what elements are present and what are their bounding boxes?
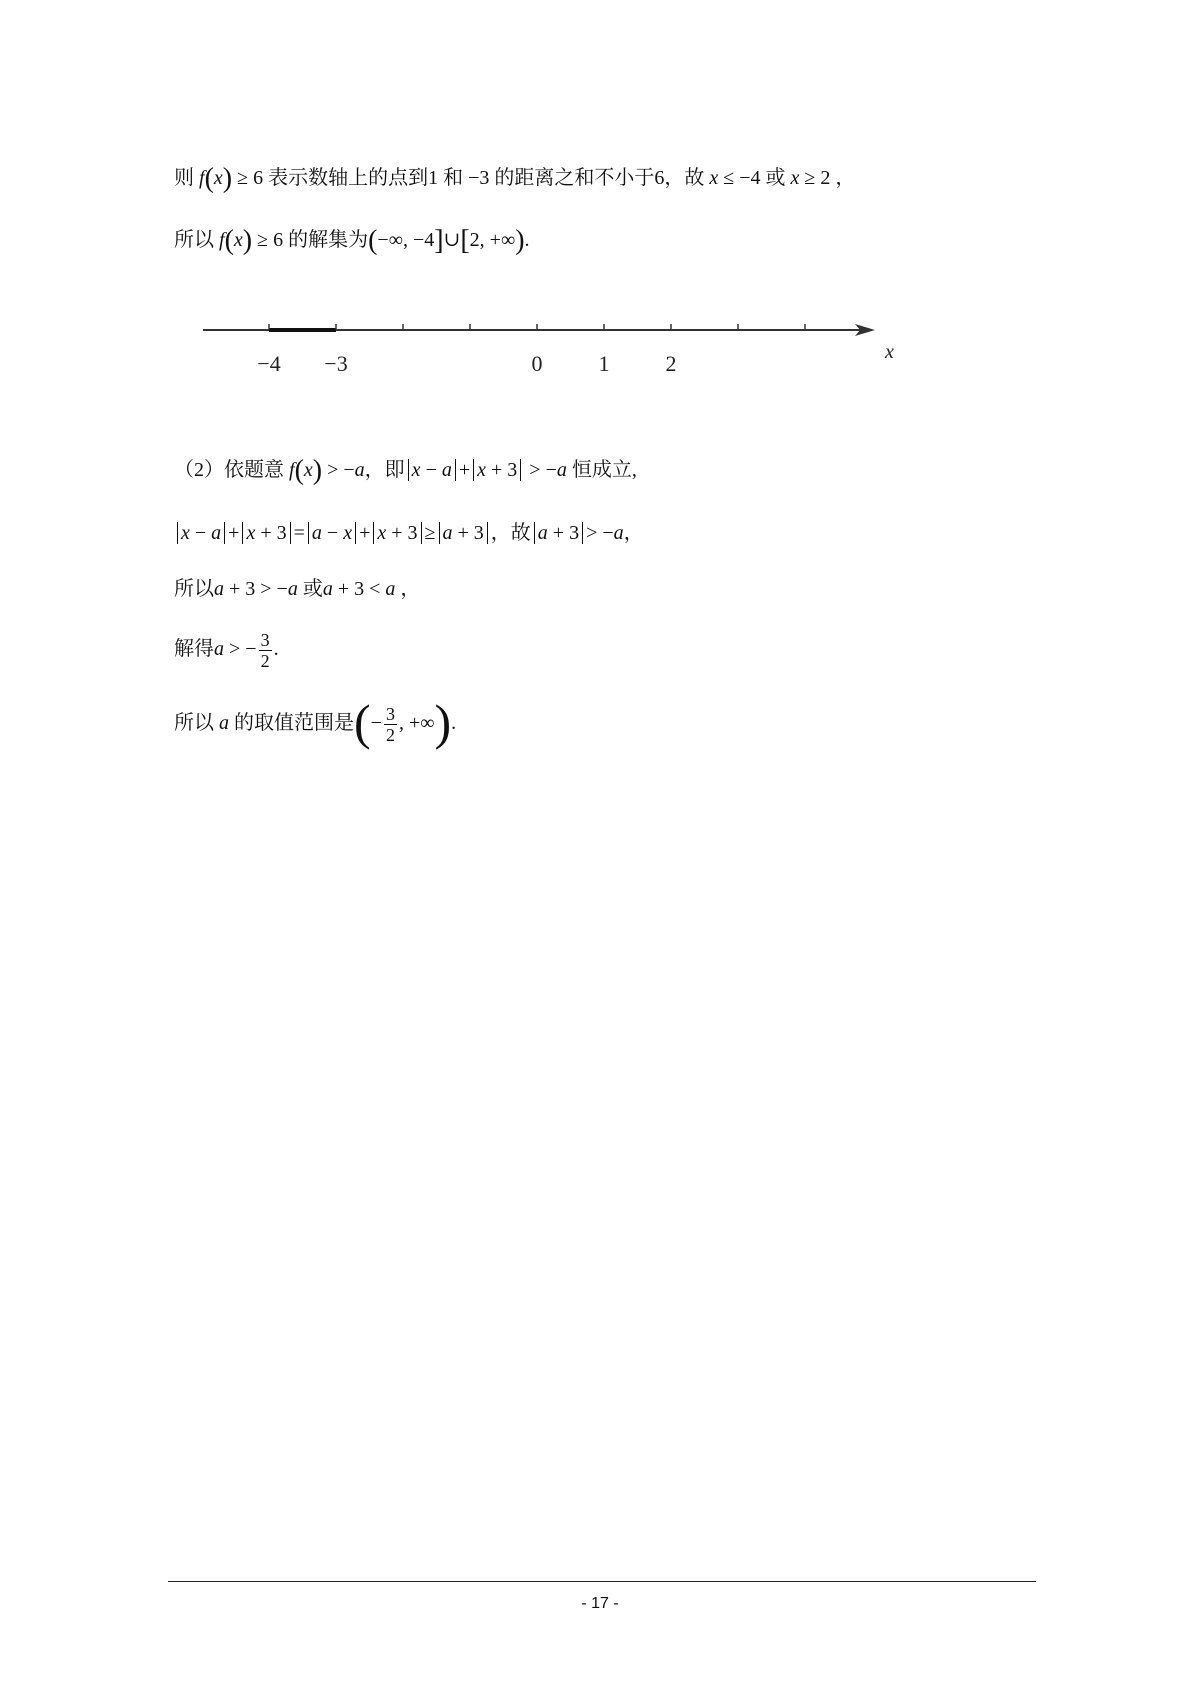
footer-divider bbox=[168, 1581, 1036, 1582]
axis-label-x: x bbox=[885, 341, 894, 363]
text-line-2: 所以 f(x) ≥ 6 的解集为(−∞, −4]∪[2, +∞). bbox=[174, 225, 530, 256]
number-line-figure bbox=[195, 310, 895, 390]
page-number: - 17 - bbox=[581, 1595, 619, 1612]
tick-label: 1 bbox=[598, 351, 610, 376]
text-line-5: 所以a + 3 > −a 或a + 3 < a ， bbox=[174, 578, 421, 600]
math-fx: f bbox=[199, 167, 205, 189]
tick-label: 2 bbox=[665, 351, 677, 376]
text-line-6: 解得a > − $\frac{3}{2}$ . bbox=[174, 629, 279, 671]
text-line-3: （2）依题意 f(x) > −a，即 x − a + x + 3 > −a 恒成立, bbox=[174, 455, 637, 486]
tick-label: −3 bbox=[324, 351, 348, 376]
text-line-7: 所以 a 的取值范围是(− $\frac{3}{2}$ , +∞). bbox=[174, 694, 457, 750]
tick-label: −4 bbox=[257, 351, 281, 376]
text-line-1: 则 f(x) ≥ 6 表示数轴上的点到1 和 −3 的距离之和不小于6，故 x ≤ −4 或 x ≥ 2 ， bbox=[174, 163, 856, 194]
text-line-4: x − a + x + 3 = a − x + x + 3 ≥ a + 3 ，故 a + 3 > −a， bbox=[174, 518, 644, 548]
tick-label: 0 bbox=[531, 351, 543, 376]
